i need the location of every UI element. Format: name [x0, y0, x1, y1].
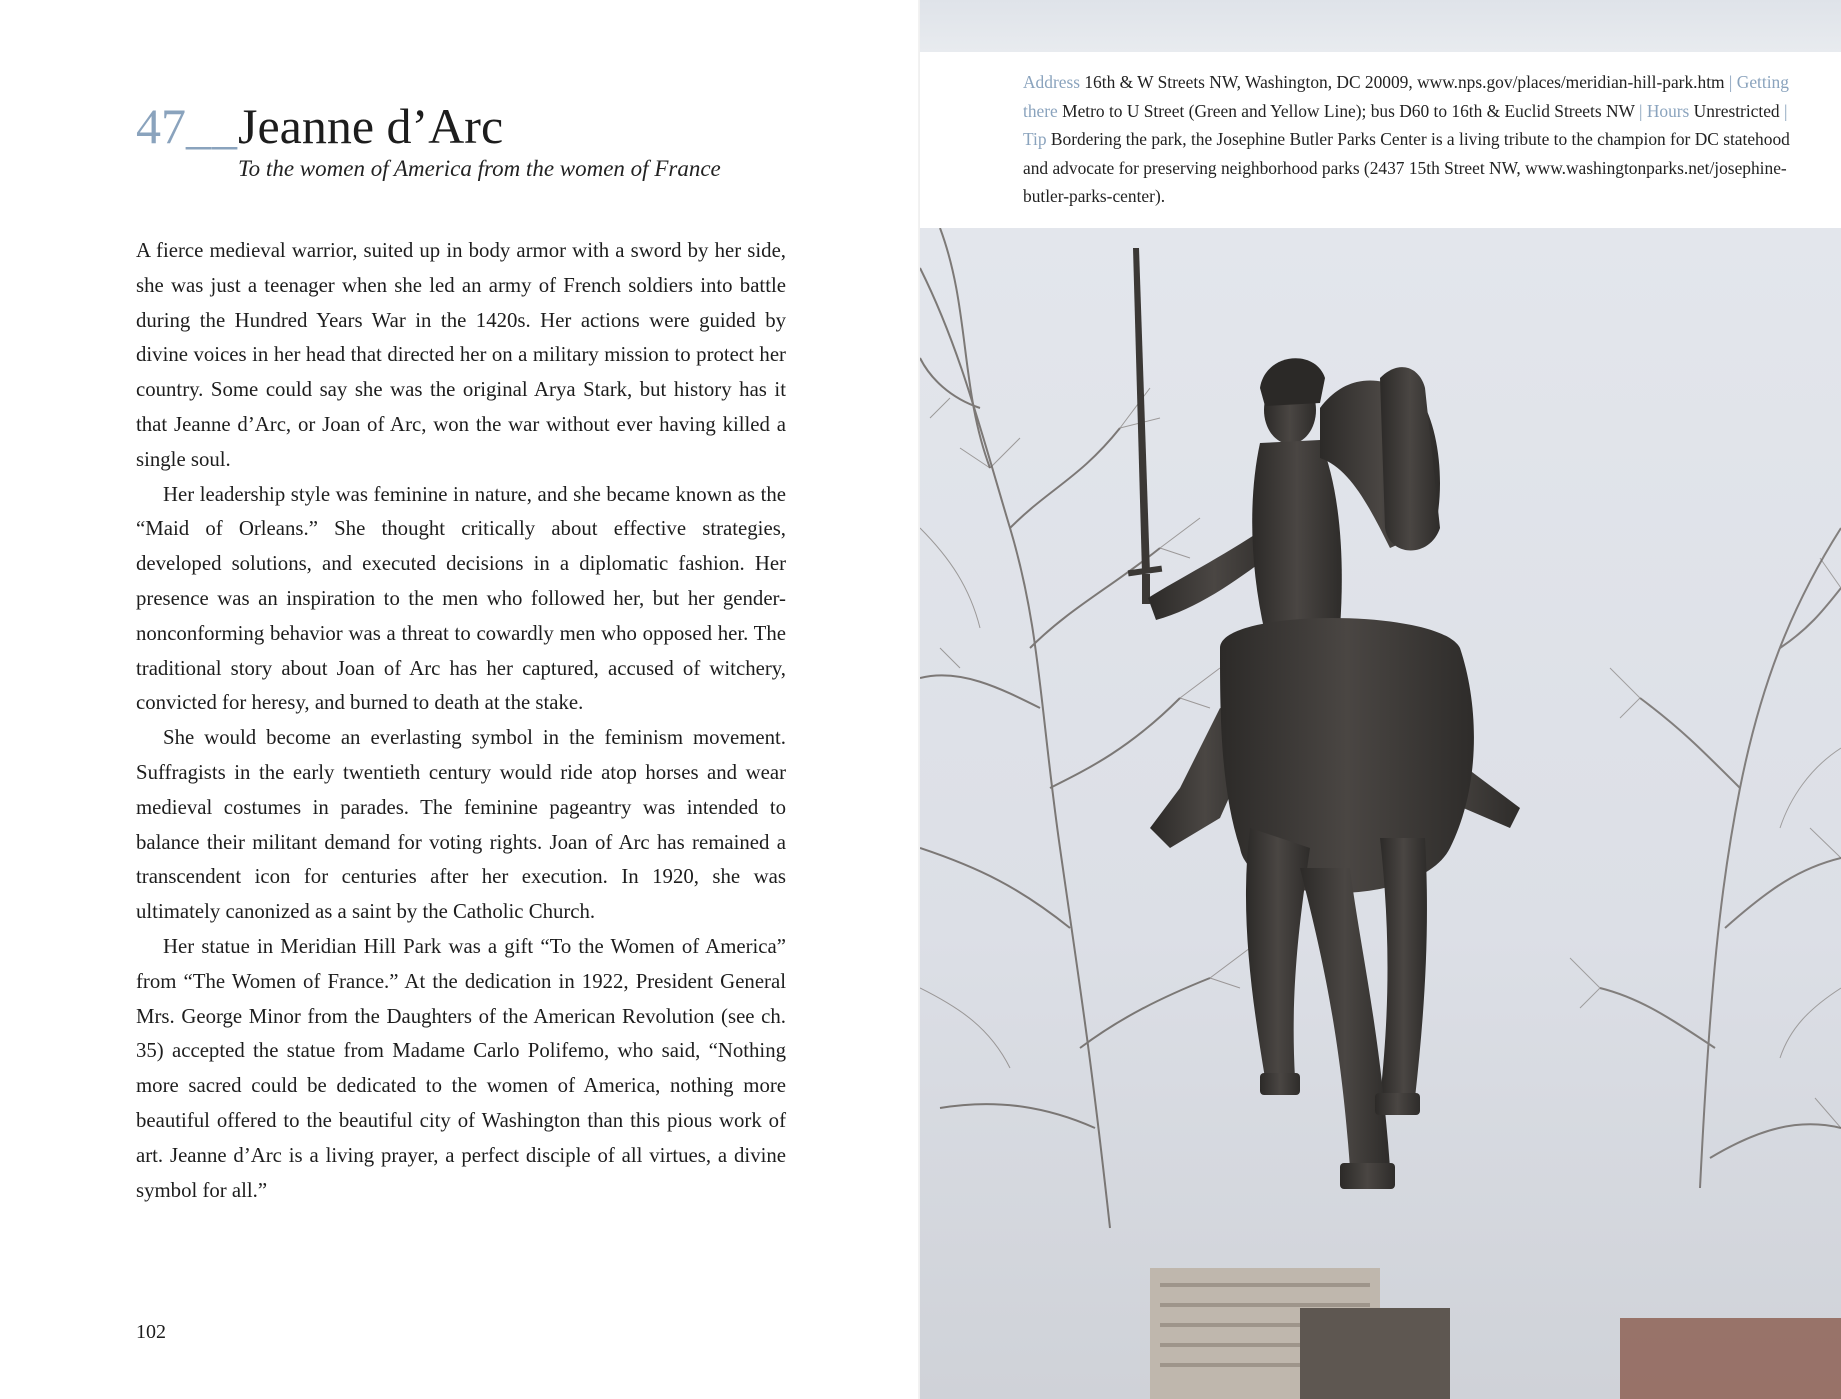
brick-building — [1620, 1318, 1841, 1399]
body-text — [136, 234, 786, 1208]
chapter-separator: __ — [186, 98, 238, 154]
getting-there-label: Getting there — [1023, 72, 1789, 121]
info-box — [920, 52, 1841, 228]
body-paragraph: A fierce medieval warrior, suited up in body armor with a sword by her side, she was just a teenager when she led an army of French soldiers into battle during the Hundred Years War in the 1420s. Her actions were guided by divine voices in her head that directed her on a military mission to protect her country. Some could say she was the original Arya Stark, but history has it that Jeanne d’Arc, or Joan of Arc, won the war without ever having killed a single soul. — [136, 239, 786, 471]
pedestal — [1300, 1308, 1450, 1399]
info-text — [1023, 68, 1813, 211]
page-number: 102 — [136, 1321, 166, 1343]
tip-label: Tip — [1023, 129, 1047, 150]
chapter-heading — [136, 96, 503, 156]
info-separator: | — [1783, 100, 1788, 121]
chapter-subtitle: To the women of America from the women of France — [238, 156, 721, 181]
getting-there-value: Metro to U Street (Green and Yellow Line); bus D60 to 16th & Euclid Streets NW — [1057, 100, 1639, 121]
address-label: Address — [1023, 72, 1080, 92]
left-page — [0, 0, 920, 1399]
body-paragraph: Her statue in Meridian Hill Park was a gift “To the Women of America” from “The Women of France.” At the dedication in 1922, President General Mrs. George Minor from the Daughters of the American Revolution (see ch. 35) accepted the statue from Madame Carlo Polifemo, who said, “Nothing more sacred could be dedicated to the women of America, nothing more beautiful offered to the beautiful city of Washington than this pious work of art. Jeanne d’Arc is a living prayer, a perfect disciple of all virtues, a divine symbol for all.” — [136, 934, 786, 1202]
body-paragraph: She would become an everlasting symbol in the feminism movement. Suffragists in the early twentieth century would ride atop horses and wear medieval costumes in parades. The feminine pageantry was intended to balance their militant demand for voting rights. Joan of Arc has remained a transcendent icon for centuries after her execution. In 1920, she was ultimately canonized as a saint by the Catholic Church. — [136, 726, 786, 924]
body-paragraph: Her leadership style was feminine in nature, and she became known as the “Maid of Orleans.” She thought critically about effective strategies, developed solutions, and executed decisions in a diplomatic fashion. Her presence was an inspiration to the men who followed her, but her gender-nonconforming behavior was a threat to cowardly men who opposed her. The traditional story about Joan of Arc has her captured, accused of witchery, convicted for heresy, and burned to death at the stake. — [136, 482, 786, 715]
photo-top-strip — [920, 0, 1841, 52]
info-separator: | — [1728, 72, 1733, 92]
tip-value: Bordering the park, the Josephine Butler Parks Center is a living tribute to the champion for DC statehood and advocate for preserving neighborhood parks (2437 15th Street NW, www.washingtonparks.net/josephine-butler-parks-center). — [1023, 129, 1790, 207]
hours-label: Hours — [1642, 100, 1690, 121]
hours-value: Unrestricted — [1689, 100, 1784, 121]
chapter-title: Jeanne d’Arc — [238, 98, 504, 154]
statue-photo — [920, 228, 1841, 1399]
address-value: 16th & W Streets NW, Washington, DC 20009, www.nps.gov/places/meridian-hill-park.htm — [1080, 72, 1729, 92]
info-separator: | — [1638, 100, 1643, 121]
chapter-number: 47 — [136, 98, 186, 154]
statue-illustration — [920, 228, 1841, 1399]
right-page — [920, 0, 1841, 1399]
